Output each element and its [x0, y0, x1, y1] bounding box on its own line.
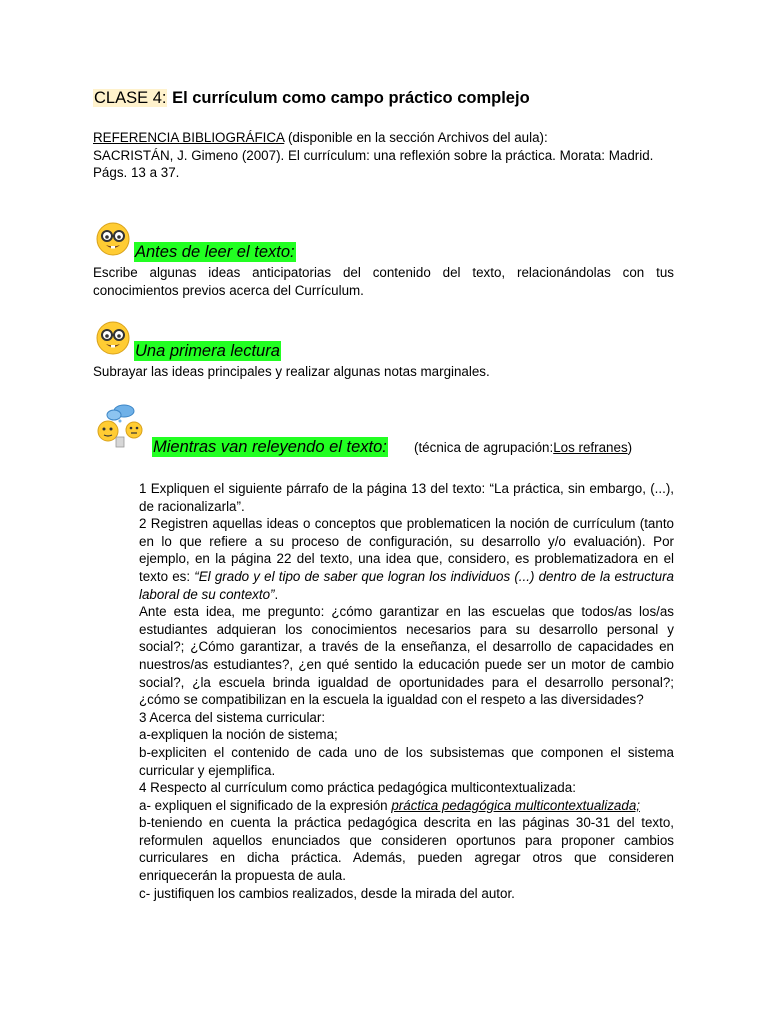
task-4a-term: práctica pedagógica multicontextualizada;: [391, 797, 640, 813]
section-heading-rereading: Mientras van releyendo el texto:: [153, 438, 387, 456]
section-heading-first-reading: Una primera lectura: [135, 342, 280, 360]
task-4a-text: a- expliquen el significado de la expresión: [139, 797, 392, 813]
task-4c: c- justifiquen los cambios realizados, desde la mirada del autor.: [139, 885, 515, 901]
task-3b: b-expliciten el contenido de cada uno de los subsistemas que componen el sistema curricular y ejemplifica.: [139, 744, 674, 778]
class-label: CLASE 4:: [94, 89, 167, 107]
section-text-before-reading: Escribe algunas ideas anticipatorias del contenido del texto, relacionándolas con tus conocimientos previos acerca del Currículum.: [93, 265, 674, 298]
section-heading-before-reading: Antes de leer el texto:: [135, 243, 295, 261]
task-3a: a-expliquen la noción de sistema;: [139, 727, 338, 743]
task-2-quote: “El grado y el tipo de saber que logran los individuos (...) dentro de la estructura laboral de su contexto”: [139, 568, 674, 602]
nerd-emoji-icon: [96, 222, 130, 256]
task-4a: [139, 797, 674, 815]
technique-note: [414, 439, 632, 457]
task-2-end: .: [274, 586, 279, 602]
task-2-text: 2 Registren aquellas ideas o conceptos que problematicen la noción de currículum (tanto en lo que refiere a su proceso de configuración, su desarrollo y/o evaluación). Por ejemplo, en la página 22 del texto, una idea que, considero, es problematizadora en el texto es:: [139, 516, 674, 584]
task-1: 1 Expliquen el siguiente párrafo de la página 13 del texto: “La práctica, sin embargo, (...), de racionalizarla”.: [139, 481, 674, 514]
reference-label: REFERENCIA BIBLIOGRÁFICA: [93, 130, 285, 145]
class-title: El currículum como campo práctico complejo: [172, 89, 530, 107]
technique-note-suffix: ): [627, 440, 633, 455]
reference-availability: (disponible en la sección Archivos del aula):: [284, 130, 548, 145]
bibliographic-reference: [93, 129, 673, 182]
task-4: 4 Respecto al currículum como práctica pedagógica multicontextualizada:: [139, 780, 576, 796]
section-text-first-reading: Subrayar las ideas principales y realizar algunas notas marginales.: [93, 364, 490, 379]
task-2: [139, 515, 674, 603]
task-2-reflection: Ante esta idea, me pregunto: ¿cómo garantizar en las escuelas que todos/as los/as estudiantes adquieran los conocimientos necesarios para su desarrollo personal y social?; ¿Cómo garantizar, a través de la enseñanza, el desarrollo de capacidades en nuestros/as estudiantes?, ¿en qué sentido la educación puede ser un motor de cambio social?, ¿la escuela brinda igualdad de oportunidades para el desarrollo personal?; ¿cómo se compatibilizan en la escuela la igualdad con el respeto a las diversidades?: [139, 604, 674, 708]
task-4b: b-teniendo en cuenta la práctica pedagógica descrita en las páginas 30-31 del texto, reformulen aquellos enunciados que consideren oportunos para proponer cambios curriculares en dicha práctica. Además, pueden agregar otros que consideren enriquecerán la propuesta de aula.: [139, 815, 674, 884]
thinking-faces-icon: [96, 403, 146, 449]
technique-link[interactable]: Los refranes: [553, 440, 628, 455]
task-list: [139, 480, 674, 902]
reference-citation: SACRISTÁN, J. Gimeno (2007). El currículum: una reflexión sobre la práctica. Morata: Madrid. Págs. 13 a 37.: [93, 147, 654, 180]
nerd-emoji-icon: [96, 321, 130, 355]
page-title: [93, 88, 530, 108]
task-3: 3 Acerca del sistema curricular:: [139, 709, 326, 725]
technique-note-prefix: (técnica de agrupación:: [414, 440, 554, 455]
